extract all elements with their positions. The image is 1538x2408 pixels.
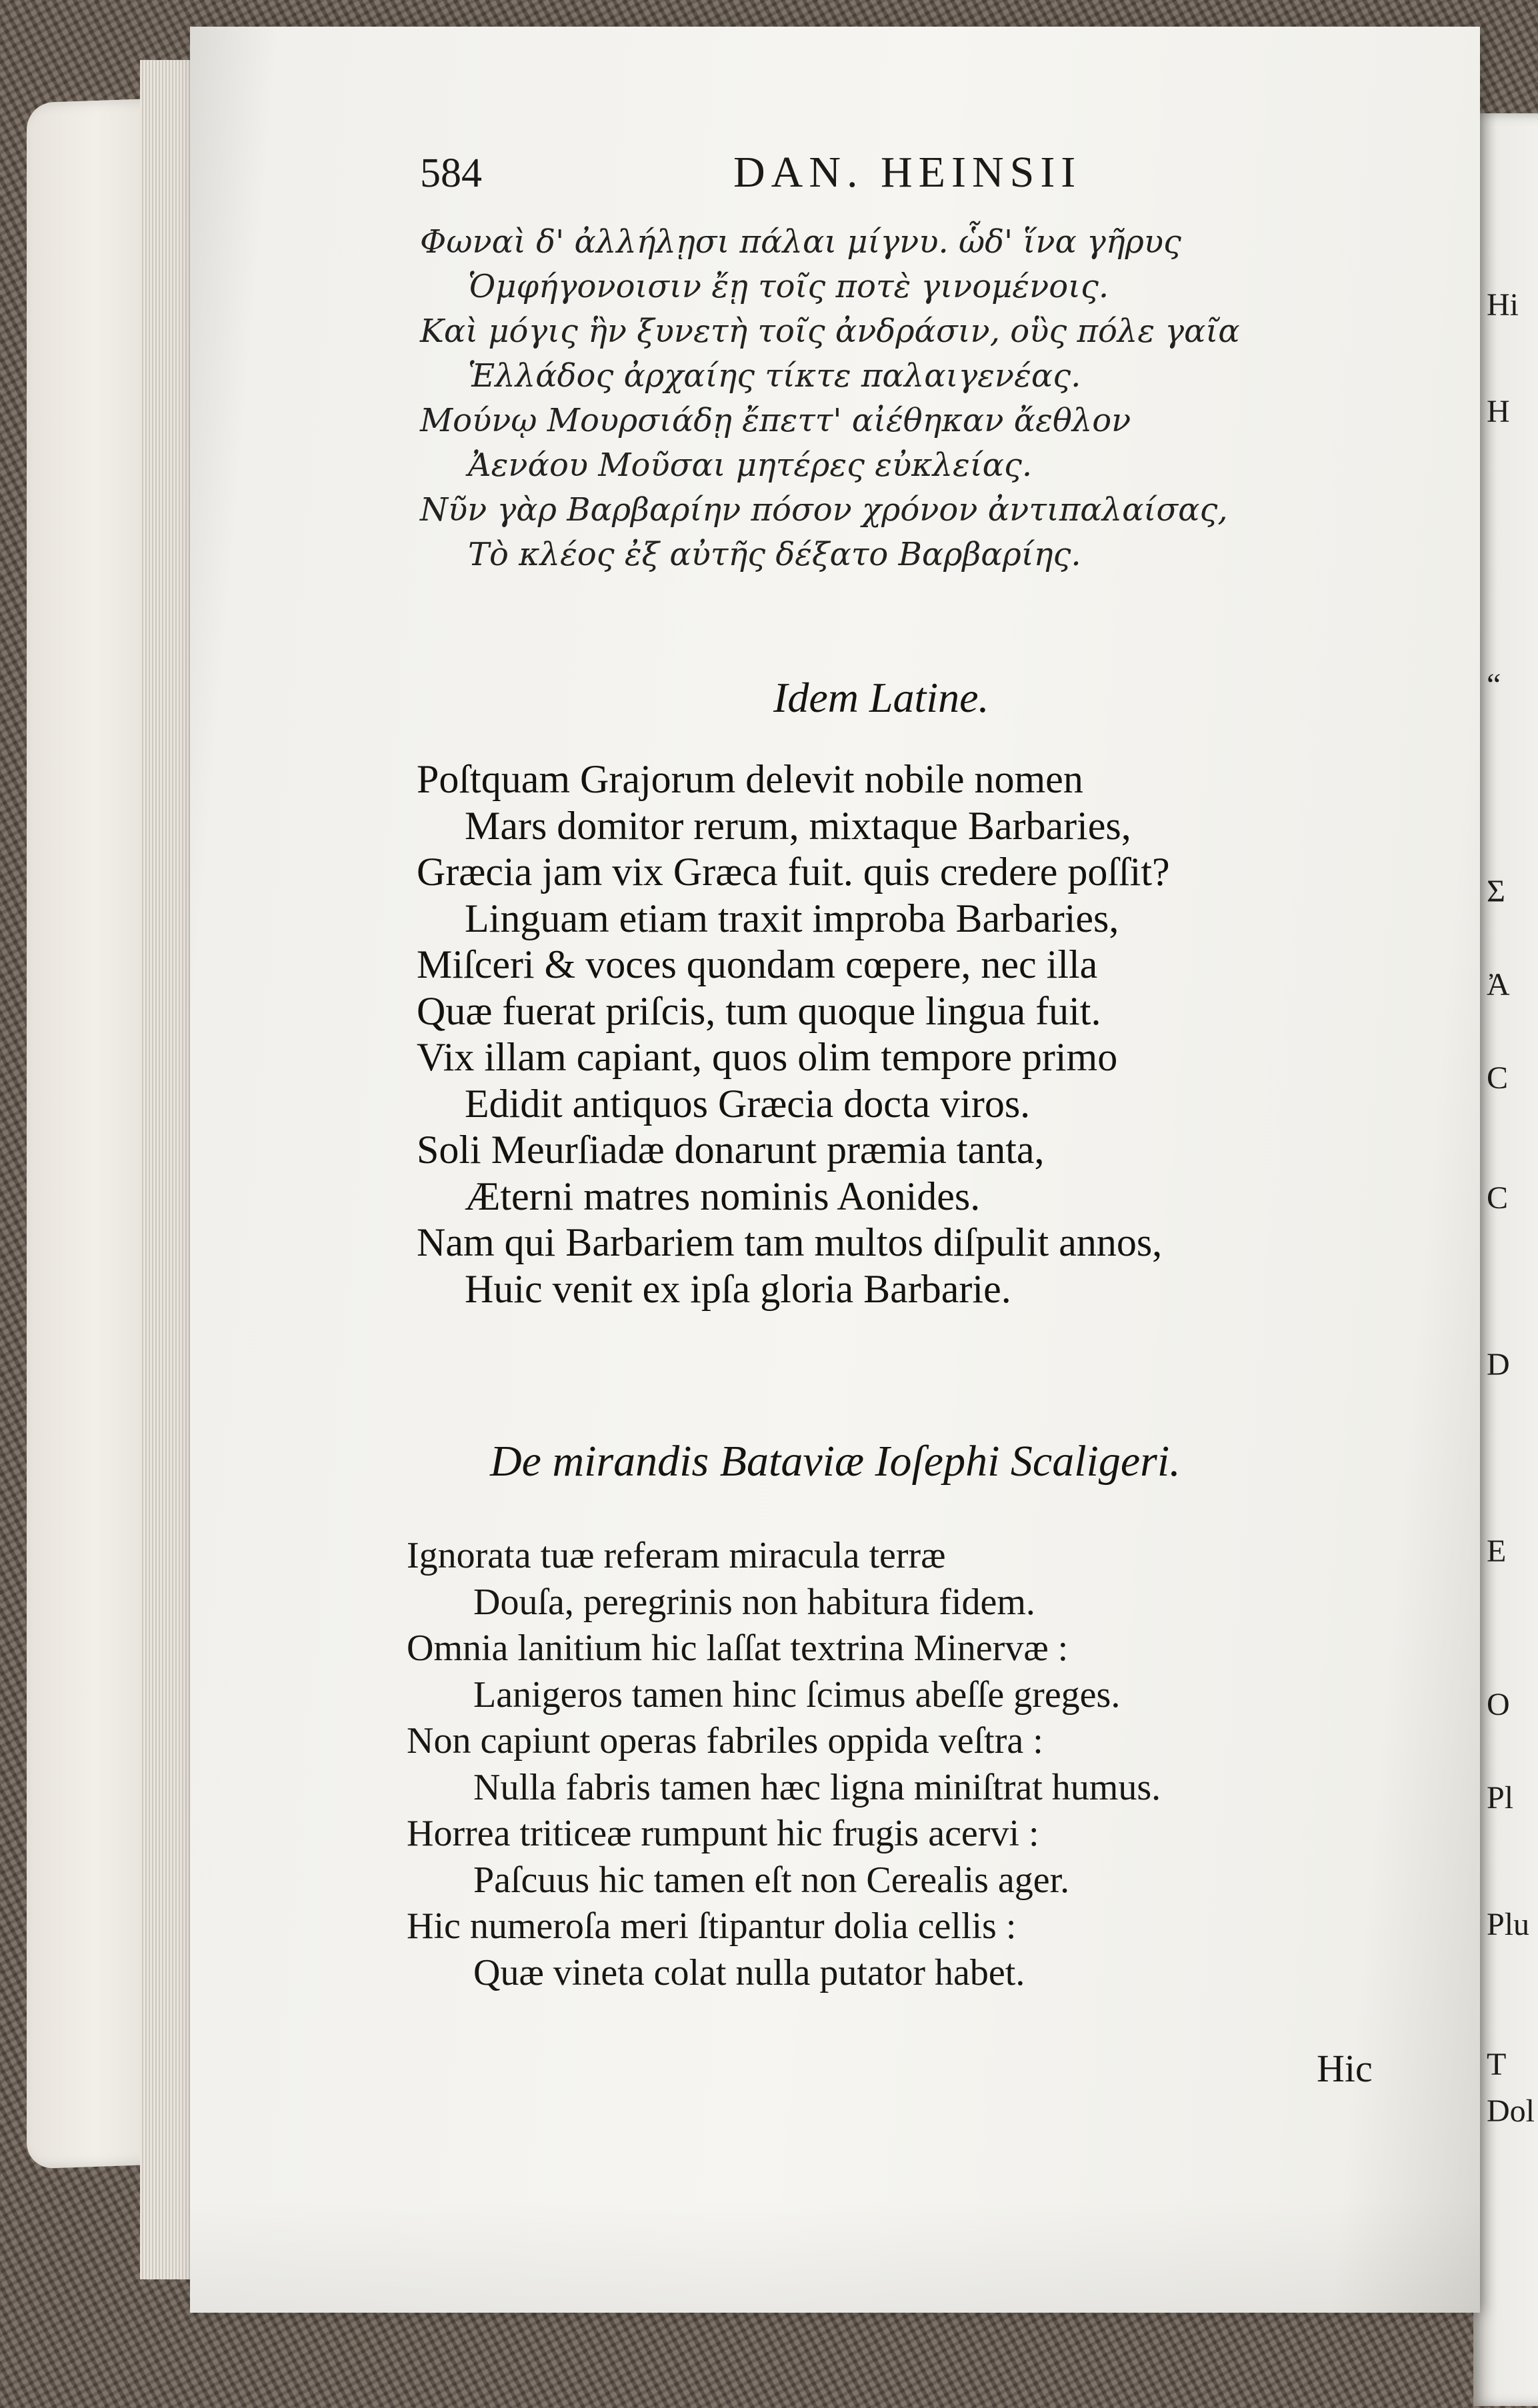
facing-page-fragment: “	[1487, 667, 1501, 702]
greek-line: Φωναὶ δ' ἀλλήλῃσι πάλαι μίγνυ. ὧδ' ἵνα γῆρυς	[420, 223, 1181, 261]
facing-page-fragment: Hi	[1487, 287, 1519, 323]
page-bottom-shade	[190, 2199, 1480, 2313]
facing-page-fragment: Ἀ	[1487, 967, 1510, 1002]
verse-line: Vix illam capiant, quos olim tempore primo	[417, 1035, 1118, 1079]
facing-page-fragment: D	[1487, 1347, 1510, 1382]
verse-line: Lanigeros tamen hinc ſcimus abeſſe greges.	[473, 1674, 1121, 1716]
verse-line: Græcia jam vix Græca fuit. quis credere poſſit?	[417, 850, 1170, 894]
verse-line: Linguam etiam traxit improba Barbaries,	[465, 896, 1119, 940]
facing-page-fragment: Σ	[1487, 874, 1505, 909]
page-number: 584	[420, 151, 482, 196]
verse-line: Edidit antiquos Græcia docta viros.	[465, 1081, 1031, 1126]
facing-page-fragment: Pl	[1487, 1780, 1514, 1815]
section-heading-idem-latine: Idem Latine.	[773, 674, 989, 721]
facing-page-fragment: C	[1487, 1060, 1509, 1096]
facing-page-fragment: E	[1487, 1534, 1507, 1569]
facing-page-fragment: Dol	[1487, 2093, 1535, 2129]
catchword: Hic	[1317, 2047, 1373, 2090]
verse-line: Æterni matres nominis Aonides.	[465, 1174, 981, 1218]
verse-line: Quæ fuerat priſcis, tum quoque lingua fuit.	[417, 988, 1101, 1033]
verse-line: Quæ vineta colat nulla putator habet.	[473, 1951, 1025, 1993]
section-heading-de-mirandis-bataviae: De mirandis Bataviæ Ioſephi Scaligeri.	[490, 1437, 1181, 1486]
facing-page-fragment: O	[1487, 1687, 1510, 1722]
facing-page-fragment: T	[1487, 2047, 1507, 2082]
page-header	[420, 150, 1353, 210]
verse-line: Ignorata tuæ referam miracula terræ	[407, 1535, 946, 1576]
verse-line: Poſtquam Grajorum delevit nobile nomen	[417, 757, 1083, 801]
greek-line: Νῦν γὰρ Βαρβαρίην πόσον χρόνον ἀντιπαλαίσας,	[420, 491, 1228, 529]
running-head: DAN. HEINSII	[733, 148, 1082, 197]
verse-line: Omnia lanitium hic laſſat textrina Minervæ :	[407, 1628, 1069, 1669]
verse-line: Douſa, peregrinis non habitura fidem.	[473, 1581, 1035, 1623]
greek-line: Μούνῳ Μουρσιάδῃ ἔπεττ' αἰέθηκαν ἄεθλον	[420, 402, 1131, 439]
latin-poem	[417, 756, 1417, 1312]
greek-line: Καὶ μόγις ἣν ξυνετὴ τοῖς ἀνδράσιν, οὓς πόλε γαῖα	[420, 313, 1240, 350]
verse-line: Soli Meurſiadæ donarunt præmia tanta,	[417, 1128, 1045, 1172]
facing-page-fragment: C	[1487, 1180, 1509, 1216]
verse-line: Huic venit ex ipſa gloria Barbarie.	[465, 1266, 1011, 1311]
scaliger-poem	[407, 1533, 1407, 1996]
verse-line: Miſceri & voces quondam cœpere, nec illa	[417, 942, 1098, 986]
verse-line: Nulla fabris tamen hæc ligna miniſtrat humus.	[473, 1766, 1161, 1808]
greek-line: Ἑλλάδος ἀρχαίης τίκτε παλαιγενέας.	[468, 357, 1081, 395]
greek-line: Τὸ κλέος ἐξ αὐτῆς δέξατο Βαρβαρίης.	[468, 536, 1081, 573]
greek-line: Ἀενάου Μοῦσαι μητέρες εὐκλείας.	[468, 447, 1033, 484]
verse-line: Horrea triticeæ rumpunt hic frugis acervi :	[407, 1813, 1039, 1854]
facing-page-fragment: Plu	[1487, 1907, 1530, 1942]
facing-page	[1473, 113, 1538, 2406]
greek-poem	[420, 220, 1407, 577]
verse-line: Paſcuus hic tamen eſt non Cerealis ager.	[473, 1859, 1070, 1901]
greek-line: Ὁμφήγονοισιν ἔῃ τοῖς ποτὲ γινομένοις.	[468, 268, 1109, 305]
verse-line: Non capiunt operas fabriles oppida veſtra :	[407, 1720, 1043, 1762]
verse-line: Nam qui Barbariem tam multos diſpulit annos,	[417, 1220, 1163, 1264]
verse-line: Hic numeroſa meri ſtipantur dolia cellis :	[407, 1905, 1017, 1947]
verse-line: Mars domitor rerum, mixtaque Barbaries,	[465, 803, 1131, 848]
facing-page-fragment: H	[1487, 394, 1510, 429]
